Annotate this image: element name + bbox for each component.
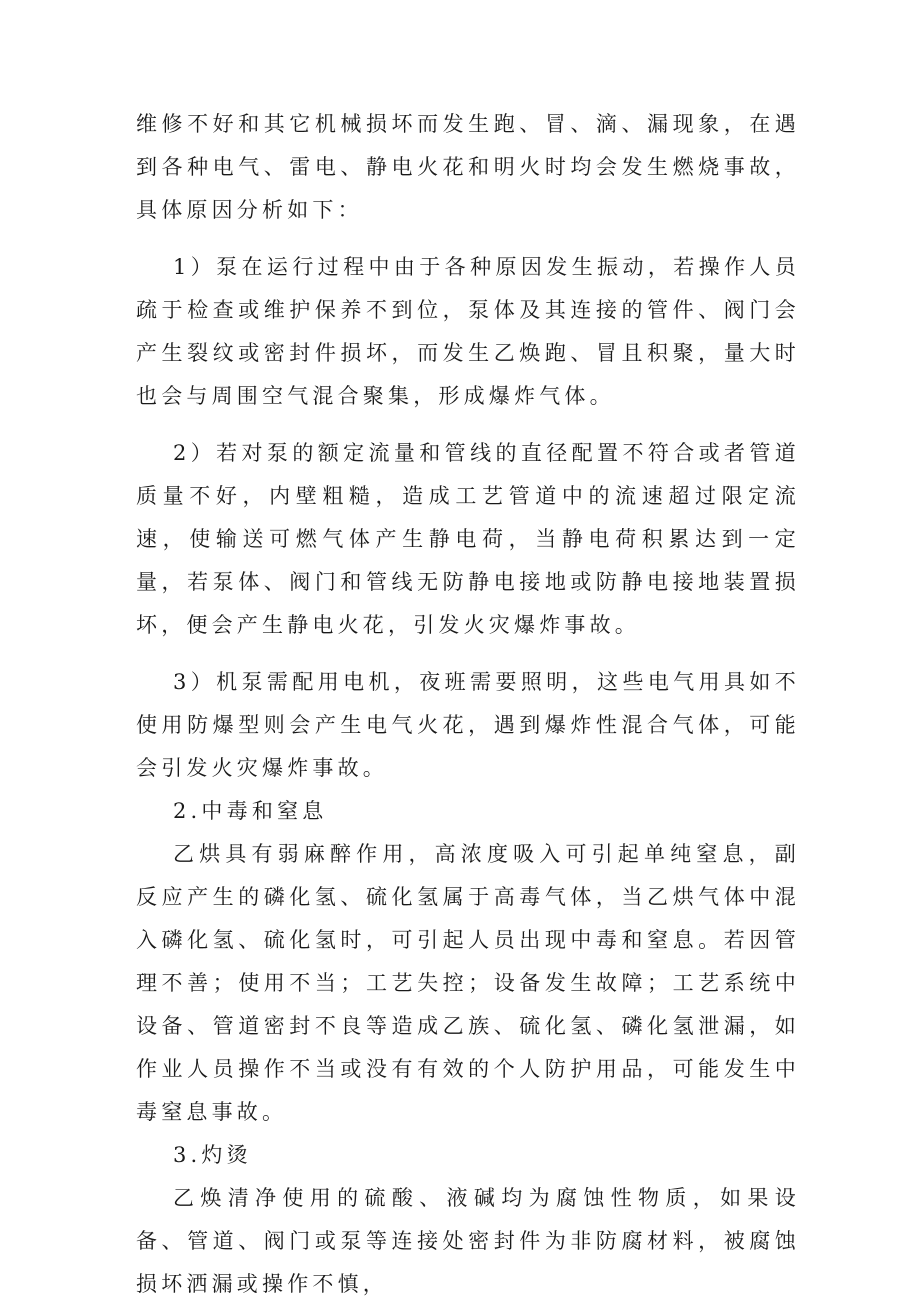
document-page bbox=[136, 103, 800, 1306]
poisoning-paragraph: 乙烘具有弱麻醉作用，高浓度吸入可引起单纯窒息，副反应产生的磷化氢、硫化氢属于高毒气体，当乙烘气体中混入磷化氢、硫化氢时，可引起人员出现中毒和窒息。若因管理不善；使用不当；工艺失控；设备发生故障；工艺系统中设备、管道密封不良等造成乙族、硫化氢、磷化氢泄漏，如作业人员操作不当或没有有效的个人防护用品，可能发生中毒窒息事故。 bbox=[136, 842, 800, 1124]
section-heading-poisoning: 2.中毒和窒息 bbox=[173, 799, 328, 823]
burns-paragraph: 乙焕清净使用的硫酸、液碱均为腐蚀性物质，如果设备、管道、阀门或泵等连接处密封件为非防腐材料，被腐蚀损坏洒漏或操作不慎， bbox=[136, 1186, 800, 1296]
section-heading-burns: 3.灼烫 bbox=[173, 1143, 252, 1167]
cause-item-1: 1）泵在运行过程中由于各种原因发生振动，若操作人员疏于检查或维护保养不到位，泵体及其连接的管件、阀门会产生裂纹或密封件损坏，而发生乙焕跑、冒且积聚，量大时也会与周围空气混合聚集，形成爆炸气体。 bbox=[136, 255, 800, 408]
spacer bbox=[136, 418, 800, 432]
intro-paragraph: 维修不好和其它机械损坏而发生跑、冒、滴、漏现象，在遇到各种电气、雷电、静电火花和明火时均会发生燃烧事故，具体原因分析如下： bbox=[136, 112, 800, 222]
spacer bbox=[136, 647, 800, 661]
cause-item-2: 2）若对泵的额定流量和管线的直径配置不符合或者管道质量不好，内壁粗糙，造成工艺管道中的流速超过限定流速，使输送可燃气体产生静电荷，当静电荷积累达到一定量，若泵体、阀门和管线无防静电接地或防静电接地装置损坏，便会产生静电火花，引发火灾爆炸事故。 bbox=[136, 441, 800, 637]
spacer bbox=[136, 232, 800, 246]
cause-item-3: 3）机泵需配用电机，夜班需要照明，这些电气用具如不使用防爆型则会产生电气火花，遇到爆炸性混合气体，可能会引发火灾爆炸事故。 bbox=[136, 670, 800, 780]
